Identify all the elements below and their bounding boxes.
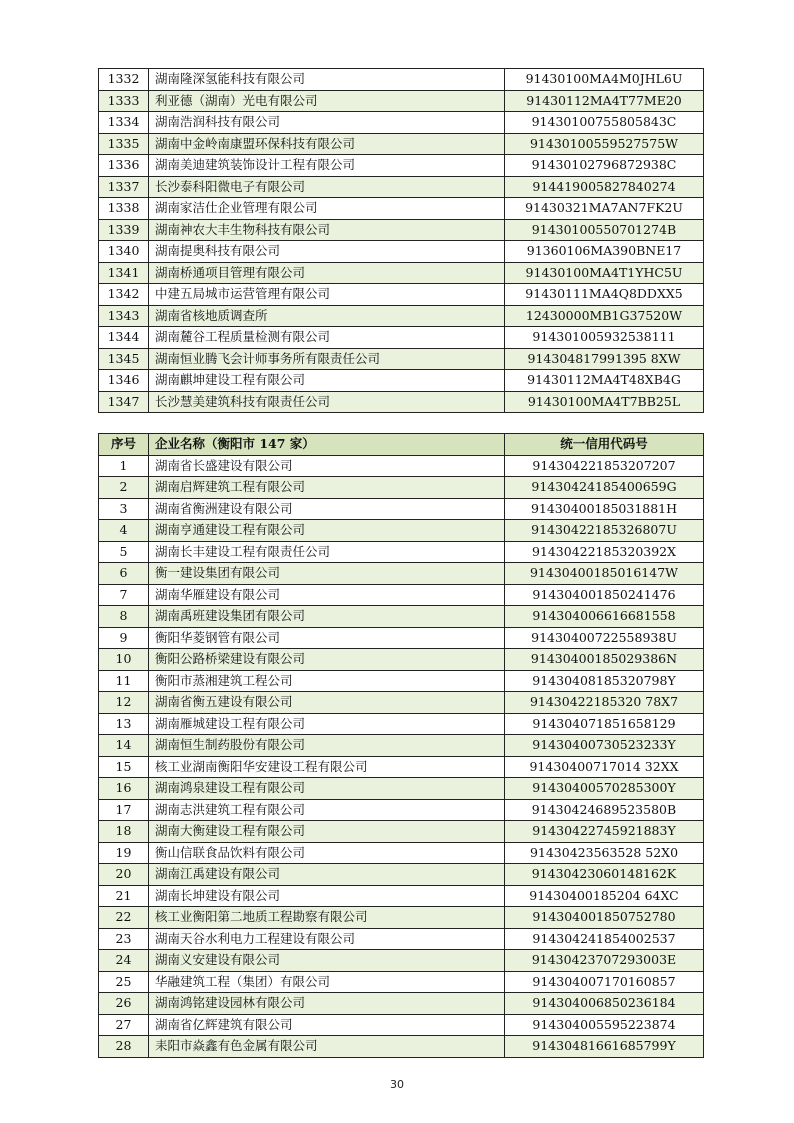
- serial-number-cell: 4: [99, 520, 149, 542]
- credit-code-cell: 91430422185326807U: [505, 520, 704, 542]
- table-row: [99, 842, 704, 864]
- serial-number-cell: 20: [99, 864, 149, 886]
- credit-code-cell: 914304005595223874: [505, 1014, 704, 1036]
- serial-number-cell: 1340: [99, 241, 149, 263]
- table-row: [99, 971, 704, 993]
- company-name-cell: 中建五局城市运营管理有限公司: [149, 284, 505, 306]
- serial-number-cell: 21: [99, 885, 149, 907]
- table-row: [99, 627, 704, 649]
- credit-code-cell: 91430100550701274B: [505, 219, 704, 241]
- table-row: [99, 563, 704, 585]
- table-row: [99, 520, 704, 542]
- credit-code-cell: 91430424689523580B: [505, 799, 704, 821]
- credit-code-cell: 91430102796872938C: [505, 155, 704, 177]
- serial-number-cell: 18: [99, 821, 149, 843]
- credit-code-cell: 91430423563528 52X0: [505, 842, 704, 864]
- credit-code-cell: 91430100MA4T1YHC5U: [505, 262, 704, 284]
- company-table-hengyang: [98, 433, 704, 1058]
- table-row: [99, 735, 704, 757]
- serial-number-cell: 1341: [99, 262, 149, 284]
- credit-code-cell: 914304001850241476: [505, 584, 704, 606]
- table-row: [99, 821, 704, 843]
- table-row: [99, 155, 704, 177]
- table-row: [99, 90, 704, 112]
- company-name-cell: 湖南省衡五建设有限公司: [149, 692, 505, 714]
- credit-code-cell: 91430112MA4T77ME20: [505, 90, 704, 112]
- table-row: [99, 241, 704, 263]
- company-name-cell: 湖南长坤建设有限公司: [149, 885, 505, 907]
- company-name-cell: 湖南省核地质调查所: [149, 305, 505, 327]
- table-row: [99, 327, 704, 349]
- table-bottom-body: [99, 455, 704, 1057]
- company-name-cell: 湖南省长盛建设有限公司: [149, 455, 505, 477]
- serial-number-cell: 11: [99, 670, 149, 692]
- company-name-cell: 湖南天谷水利电力工程建设有限公司: [149, 928, 505, 950]
- credit-code-cell: 914304007170160857: [505, 971, 704, 993]
- serial-number-cell: 19: [99, 842, 149, 864]
- table-row: [99, 262, 704, 284]
- company-name-cell: 湖南省亿辉建筑有限公司: [149, 1014, 505, 1036]
- serial-number-cell: 22: [99, 907, 149, 929]
- company-name-cell: 湖南江禹建设有限公司: [149, 864, 505, 886]
- table-row: [99, 950, 704, 972]
- serial-number-cell: 6: [99, 563, 149, 585]
- serial-number-cell: 9: [99, 627, 149, 649]
- credit-code-cell: 91430422185320392X: [505, 541, 704, 563]
- table-header-row: [99, 434, 704, 456]
- company-name-cell: 湖南禹班建设集团有限公司: [149, 606, 505, 628]
- table-row: [99, 606, 704, 628]
- credit-code-cell: 91430400730523233Y: [505, 735, 704, 757]
- credit-code-cell: 91430400570285300Y: [505, 778, 704, 800]
- serial-number-cell: 1335: [99, 133, 149, 155]
- table-row: [99, 133, 704, 155]
- credit-code-cell: 91430481661685799Y: [505, 1036, 704, 1058]
- table-row: [99, 370, 704, 392]
- serial-number-cell: 15: [99, 756, 149, 778]
- company-name-cell: 湖南中金岭南康盟环保科技有限公司: [149, 133, 505, 155]
- serial-number-cell: 17: [99, 799, 149, 821]
- credit-code-cell: 91430100755805843C: [505, 112, 704, 134]
- credit-code-cell: 12430000MB1G37520W: [505, 305, 704, 327]
- table-row: [99, 584, 704, 606]
- company-name-cell: 衡一建设集团有限公司: [149, 563, 505, 585]
- table-row: [99, 541, 704, 563]
- header-credit-code: 统一信用代码号: [505, 434, 704, 456]
- table-row: [99, 928, 704, 950]
- company-name-cell: 湖南鸿铭建设园林有限公司: [149, 993, 505, 1015]
- credit-code-cell: 91430100559527575W: [505, 133, 704, 155]
- company-name-cell: 衡山信联食品饮料有限公司: [149, 842, 505, 864]
- table-row: [99, 69, 704, 91]
- serial-number-cell: 1342: [99, 284, 149, 306]
- company-name-cell: 湖南麓谷工程质量检测有限公司: [149, 327, 505, 349]
- credit-code-cell: 91430422745921883Y: [505, 821, 704, 843]
- serial-number-cell: 27: [99, 1014, 149, 1036]
- table-row: [99, 498, 704, 520]
- serial-number-cell: 1345: [99, 348, 149, 370]
- credit-code-cell: 91430400717014 32XX: [505, 756, 704, 778]
- serial-number-cell: 1337: [99, 176, 149, 198]
- credit-code-cell: 914301005932538111: [505, 327, 704, 349]
- credit-code-cell: 914304001850752780: [505, 907, 704, 929]
- company-name-cell: 湖南隆深氢能科技有限公司: [149, 69, 505, 91]
- header-company-name: 企业名称（衡阳市 147 家）: [149, 434, 505, 456]
- table-row: [99, 692, 704, 714]
- table-row: [99, 198, 704, 220]
- company-name-cell: 湖南美迪建筑装饰设计工程有限公司: [149, 155, 505, 177]
- company-name-cell: 湖南浩润科技有限公司: [149, 112, 505, 134]
- serial-number-cell: 26: [99, 993, 149, 1015]
- credit-code-cell: 914304071851658129: [505, 713, 704, 735]
- company-name-cell: 湖南省衡洲建设有限公司: [149, 498, 505, 520]
- credit-code-cell: 91430422185320 78X7: [505, 692, 704, 714]
- company-name-cell: 湖南鸿泉建设工程有限公司: [149, 778, 505, 800]
- credit-code-cell: 914304006850236184: [505, 993, 704, 1015]
- credit-code-cell: 91430400185031881H: [505, 498, 704, 520]
- table-row: [99, 993, 704, 1015]
- table-row: [99, 670, 704, 692]
- credit-code-cell: 91430423707293003E: [505, 950, 704, 972]
- company-name-cell: 耒阳市焱鑫有色金属有限公司: [149, 1036, 505, 1058]
- company-name-cell: 湖南华雁建设有限公司: [149, 584, 505, 606]
- company-name-cell: 湖南家洁仕企业管理有限公司: [149, 198, 505, 220]
- serial-number-cell: 8: [99, 606, 149, 628]
- serial-number-cell: 14: [99, 735, 149, 757]
- table-row: [99, 649, 704, 671]
- serial-number-cell: 12: [99, 692, 149, 714]
- serial-number-cell: 23: [99, 928, 149, 950]
- company-name-cell: 湖南提奥科技有限公司: [149, 241, 505, 263]
- serial-number-cell: 3: [99, 498, 149, 520]
- serial-number-cell: 28: [99, 1036, 149, 1058]
- table-row: [99, 778, 704, 800]
- company-name-cell: 湖南麒坤建设工程有限公司: [149, 370, 505, 392]
- credit-code-cell: 914419005827840274: [505, 176, 704, 198]
- company-name-cell: 湖南志洪建筑工程有限公司: [149, 799, 505, 821]
- serial-number-cell: 16: [99, 778, 149, 800]
- table-row: [99, 348, 704, 370]
- serial-number-cell: 1332: [99, 69, 149, 91]
- credit-code-cell: 91430111MA4Q8DDXX5: [505, 284, 704, 306]
- serial-number-cell: 10: [99, 649, 149, 671]
- company-name-cell: 核工业衡阳第二地质工程勘察有限公司: [149, 907, 505, 929]
- credit-code-cell: 914304006616681558: [505, 606, 704, 628]
- table-row: [99, 305, 704, 327]
- serial-number-cell: 1334: [99, 112, 149, 134]
- company-name-cell: 湖南长丰建设工程有限责任公司: [149, 541, 505, 563]
- credit-code-cell: 91430400185204 64XC: [505, 885, 704, 907]
- table-row: [99, 112, 704, 134]
- company-name-cell: 利亚德（湖南）光电有限公司: [149, 90, 505, 112]
- serial-number-cell: 24: [99, 950, 149, 972]
- table-row: [99, 455, 704, 477]
- company-name-cell: 衡阳公路桥梁建设有限公司: [149, 649, 505, 671]
- serial-number-cell: 1343: [99, 305, 149, 327]
- company-name-cell: 核工业湖南衡阳华安建设工程有限公司: [149, 756, 505, 778]
- table-row: [99, 907, 704, 929]
- serial-number-cell: 2: [99, 477, 149, 499]
- company-name-cell: 湖南亨通建设工程有限公司: [149, 520, 505, 542]
- table-row: [99, 756, 704, 778]
- table-row: [99, 1036, 704, 1058]
- table-row: [99, 799, 704, 821]
- serial-number-cell: 1338: [99, 198, 149, 220]
- table-row: [99, 1014, 704, 1036]
- company-name-cell: 衡阳华菱钢管有限公司: [149, 627, 505, 649]
- serial-number-cell: 5: [99, 541, 149, 563]
- table-row: [99, 477, 704, 499]
- header-serial-number: 序号: [99, 434, 149, 456]
- company-name-cell: 长沙泰科阳微电子有限公司: [149, 176, 505, 198]
- company-name-cell: 长沙慧美建筑科技有限责任公司: [149, 391, 505, 413]
- company-name-cell: 湖南桥通项目管理有限公司: [149, 262, 505, 284]
- credit-code-cell: 91430423060148162K: [505, 864, 704, 886]
- company-name-cell: 湖南神农大丰生物科技有限公司: [149, 219, 505, 241]
- company-name-cell: 湖南恒生制药股份有限公司: [149, 735, 505, 757]
- table-row: [99, 176, 704, 198]
- serial-number-cell: 7: [99, 584, 149, 606]
- credit-code-cell: 91430400185016147W: [505, 563, 704, 585]
- credit-code-cell: 91430100MA4T7BB25L: [505, 391, 704, 413]
- serial-number-cell: 1347: [99, 391, 149, 413]
- company-table-top: [98, 68, 704, 413]
- company-name-cell: 湖南大衡建设工程有限公司: [149, 821, 505, 843]
- credit-code-cell: 91360106MA390BNE17: [505, 241, 704, 263]
- credit-code-cell: 91430400722558938U: [505, 627, 704, 649]
- serial-number-cell: 1339: [99, 219, 149, 241]
- table-row: [99, 284, 704, 306]
- company-name-cell: 衡阳市蒸湘建筑工程公司: [149, 670, 505, 692]
- company-name-cell: 华融建筑工程（集团）有限公司: [149, 971, 505, 993]
- table-row: [99, 713, 704, 735]
- company-name-cell: 湖南义安建设有限公司: [149, 950, 505, 972]
- serial-number-cell: 1344: [99, 327, 149, 349]
- company-name-cell: 湖南启辉建筑工程有限公司: [149, 477, 505, 499]
- credit-code-cell: 91430100MA4M0JHL6U: [505, 69, 704, 91]
- credit-code-cell: 914304817991395 8XW: [505, 348, 704, 370]
- serial-number-cell: 1336: [99, 155, 149, 177]
- company-name-cell: 湖南雁城建设工程有限公司: [149, 713, 505, 735]
- page-number: 30: [390, 1078, 404, 1091]
- credit-code-cell: 91430408185320798Y: [505, 670, 704, 692]
- credit-code-cell: 91430321MA7AN7FK2U: [505, 198, 704, 220]
- serial-number-cell: 1333: [99, 90, 149, 112]
- serial-number-cell: 1: [99, 455, 149, 477]
- credit-code-cell: 91430400185029386N: [505, 649, 704, 671]
- serial-number-cell: 1346: [99, 370, 149, 392]
- table-row: [99, 391, 704, 413]
- credit-code-cell: 91430112MA4T48XB4G: [505, 370, 704, 392]
- credit-code-cell: 914304241854002537: [505, 928, 704, 950]
- company-name-cell: 湖南恒业腾飞会计师事务所有限责任公司: [149, 348, 505, 370]
- serial-number-cell: 25: [99, 971, 149, 993]
- credit-code-cell: 914304221853207207: [505, 455, 704, 477]
- credit-code-cell: 91430424185400659G: [505, 477, 704, 499]
- table-row: [99, 864, 704, 886]
- table-top-body: [99, 69, 704, 413]
- serial-number-cell: 13: [99, 713, 149, 735]
- table-row: [99, 885, 704, 907]
- table-row: [99, 219, 704, 241]
